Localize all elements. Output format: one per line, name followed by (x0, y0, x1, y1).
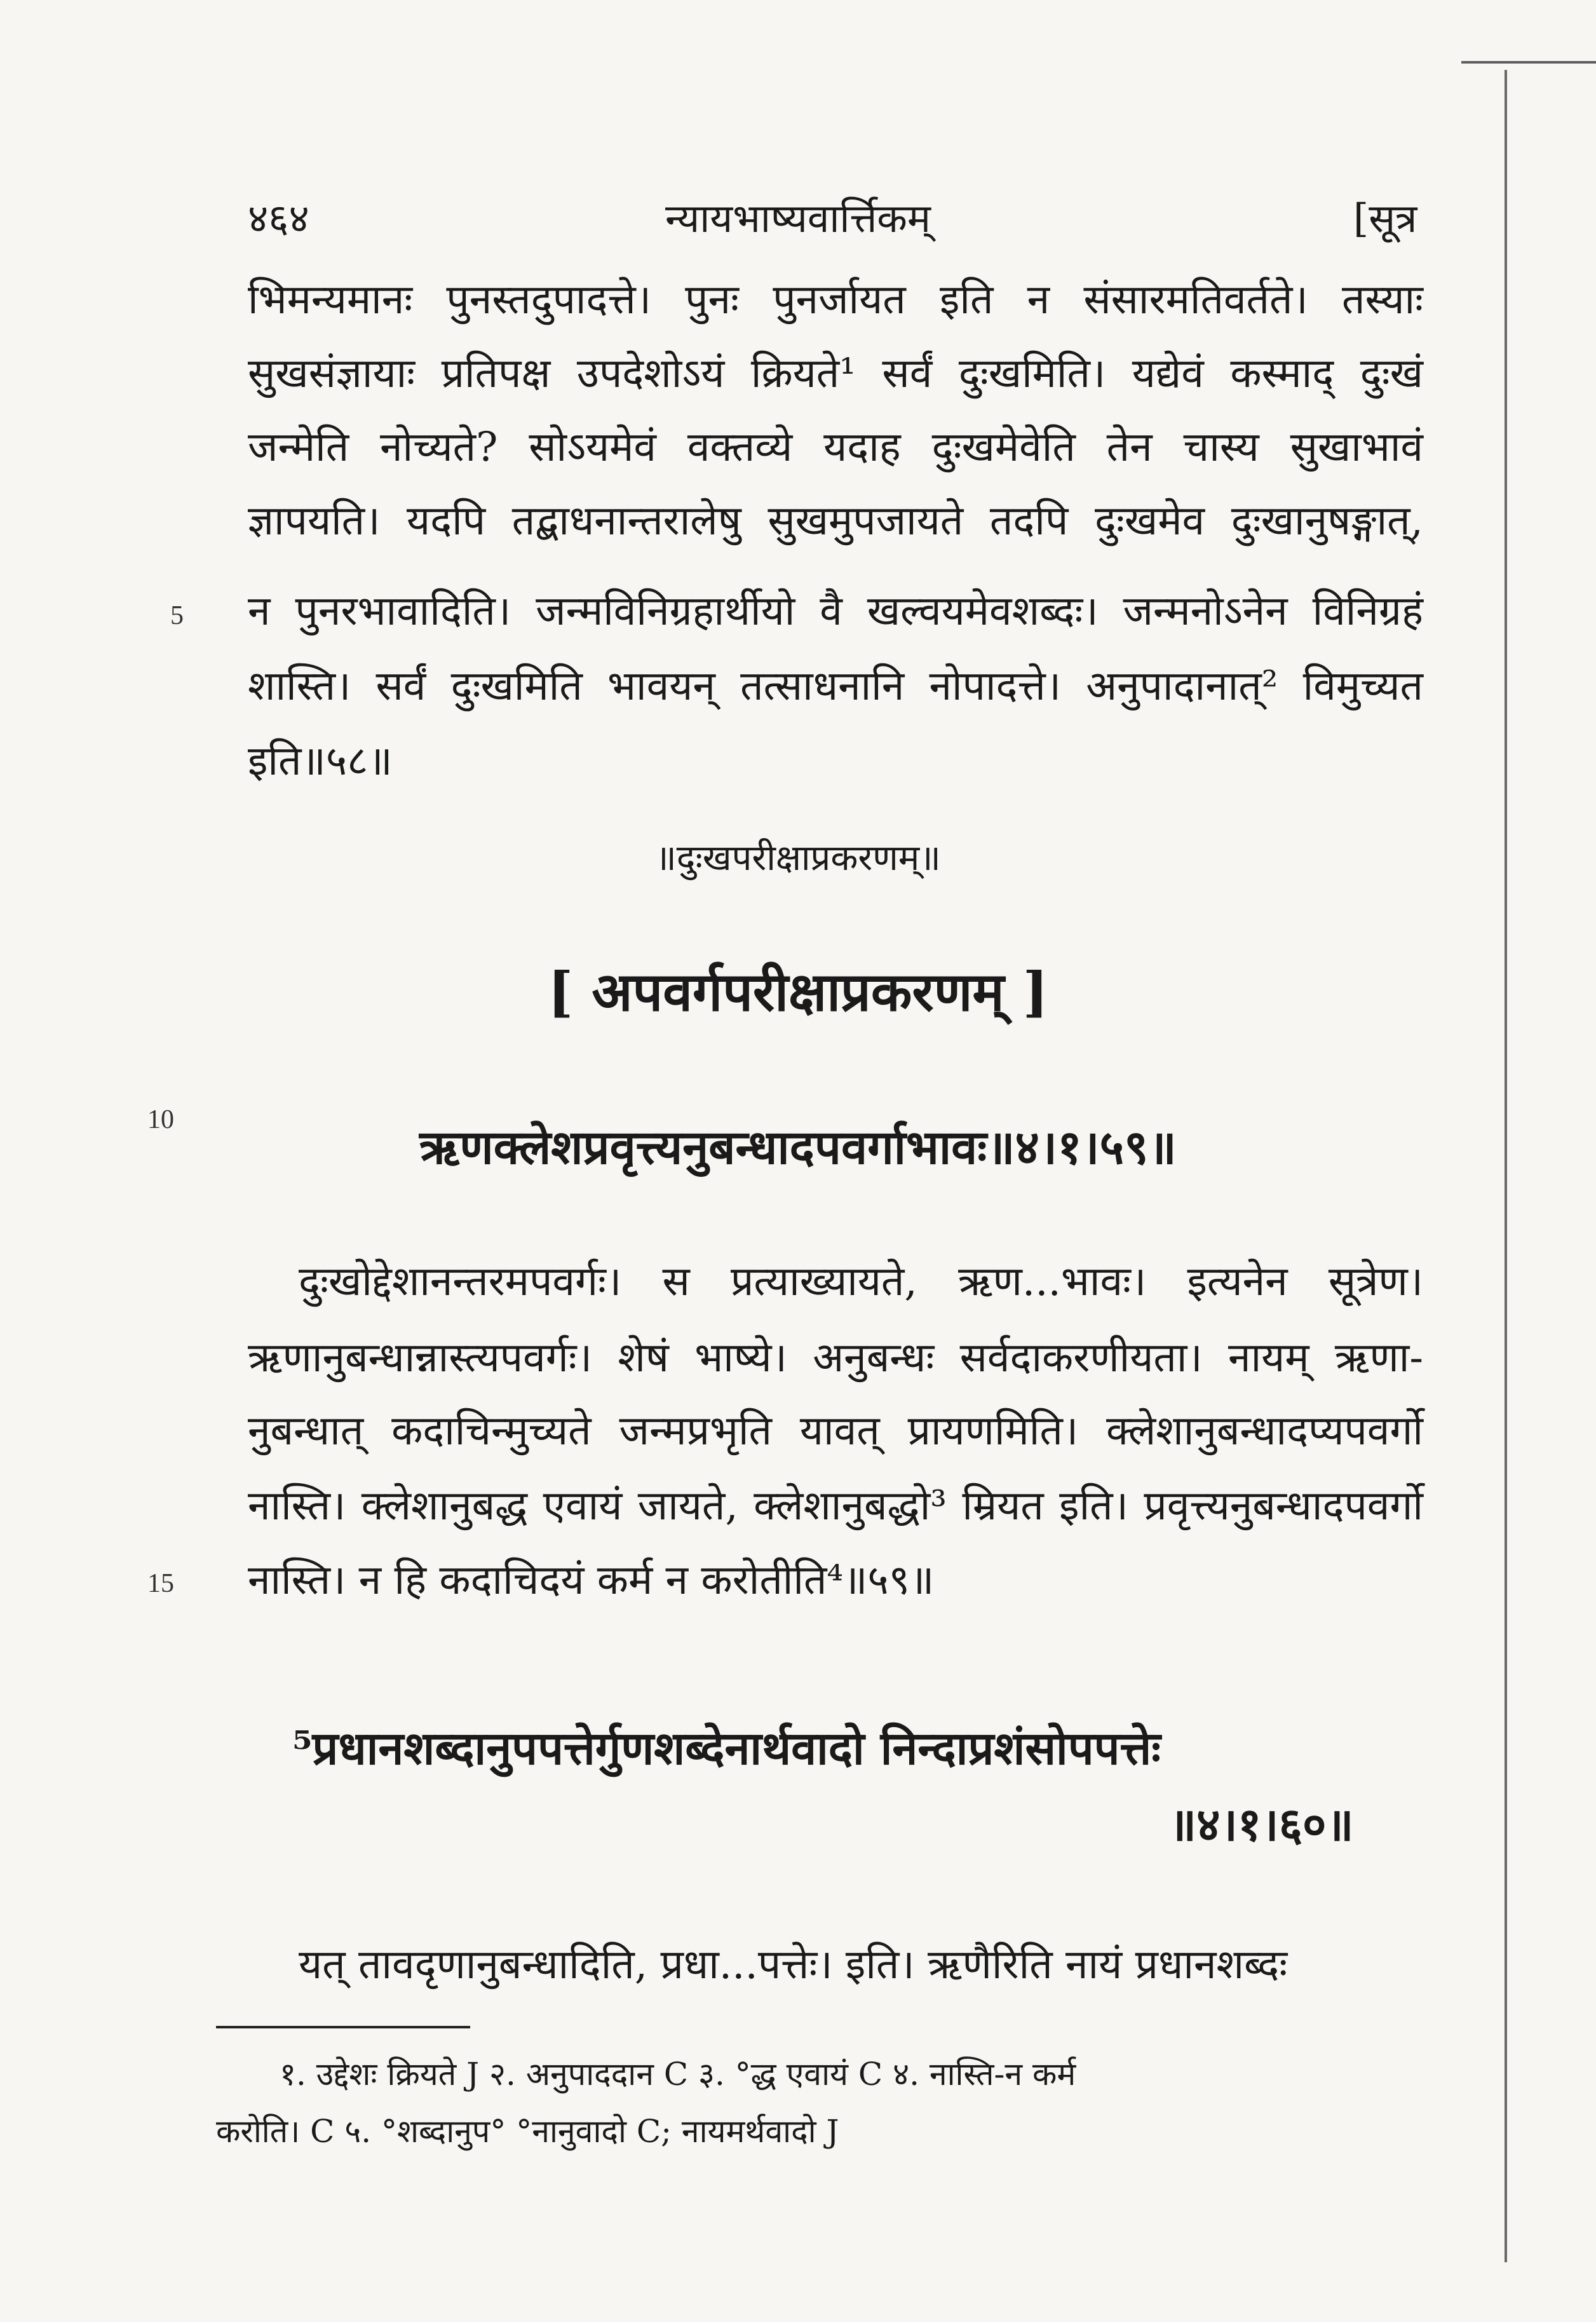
footnote-rule (216, 2026, 470, 2028)
sutra-59: ऋणक्लेशप्रवृत्त्यनुबन्धादपवर्गाभावः॥४।१।५९॥ (419, 1120, 1177, 1175)
para1-line-6: शास्ति। सर्वं दुःखमिति भावयन् तत्साधनानि नोपादत्ते। अनुपादानात्² विमुच्यत (248, 663, 1423, 710)
para1-line-2: सुखसंज्ञायाः प्रतिपक्ष उपदेशोऽयं क्रियते¹ सर्वं दुःखमिति। यद्येवं कस्माद् दुःखं (248, 350, 1423, 397)
running-section: [सूत्र (1353, 195, 1417, 241)
para1-line-5: न पुनरभावादिति। जन्मविनिग्रहार्थीयो वै खल्वयमेवशब्दः। जन्मनोऽनेन विनिग्रहं (248, 588, 1423, 635)
footnote-line-1: १. उद्देशः क्रियते J २. अनुपाददान C ३. °द्ध एवायं C ४. नास्ति-न कर्म (280, 2056, 1076, 2093)
para2-line-2: ऋणानुबन्धान्नास्त्यपवर्गः। शेषं भाष्ये। अनुबन्धः सर्वदाकरणीयता। नायम् ऋणा- (248, 1334, 1423, 1382)
section-heading: [ अपवर्गपरीक्षाप्रकरणम् ] (548, 960, 1048, 1023)
running-title: न्यायभाष्यवार्त्तिकम् (665, 195, 931, 241)
sutra-60-line-1: ⁵प्रधानशब्दानुपपत्तेर्गुणशब्देनार्थवादो निन्दाप्रशंसोपपत्तेः (292, 1721, 1161, 1775)
para2-line-3: नुबन्धात् कदाचिन्मुच्यते जन्मप्रभृति यावत् प्रायणमिति। क्लेशानुबन्धादप्यपवर्गो (248, 1408, 1423, 1455)
section-end-marker: ॥दुःखपरीक्षाप्रकरणम्॥ (655, 838, 941, 879)
line-number-10: 10 (147, 1105, 174, 1134)
para1-line-7: इति॥५८॥ (248, 738, 393, 785)
para3-line-1: यत् तावदृणानुबन्धादिति, प्रधा...पत्तेः। इति। ऋणैरिति नायं प्रधानशब्दः (299, 1941, 1288, 1988)
para1-line-3: जन्मेति नोच्यते? सोऽयमेवं वक्तव्ये यदाह दुःखमेवेति तेन चास्य सुखाभावं (248, 424, 1423, 471)
sutra-60-line-2: ॥४।१।६०॥ (1169, 1797, 1354, 1851)
line-number-5: 5 (170, 601, 184, 630)
para1-line-4: ज्ञापयति। यदपि तद्बाधनान्तरालेषु सुखमुपजायते तदपि दुःखमेव दुःखानुषङ्गात्, (248, 498, 1423, 545)
para2-line-5: नास्ति। न हि कदाचिदयं कर्म न करोतीति⁴॥५९॥ (248, 1557, 935, 1604)
page-number: ४६४ (248, 195, 309, 241)
line-number-15: 15 (147, 1569, 174, 1598)
footnote-line-2: करोति। C ५. °शब्दानुप° °नानुवादो C; नायमर्थवादो J (216, 2113, 839, 2150)
para1-line-1: भिमन्यमानः पुनस्तदुपादत्ते। पुनः पुनर्जायत इति न संसारमतिवर्तते। तस्याः (248, 276, 1423, 323)
binding-edge-top (1461, 61, 1596, 64)
para2-line-1: दुःखोद्देशानन्तरमपवर्गः। स प्रत्याख्यायते, ऋण...भावः। इत्यनेन सूत्रेण। (299, 1258, 1423, 1305)
para2-line-4: नास्ति। क्लेशानुबद्ध एवायं जायते, क्लेशानुबद्धो³ म्रियत इति। प्रवृत्त्यनुबन्धादपवर्गो (248, 1483, 1423, 1530)
